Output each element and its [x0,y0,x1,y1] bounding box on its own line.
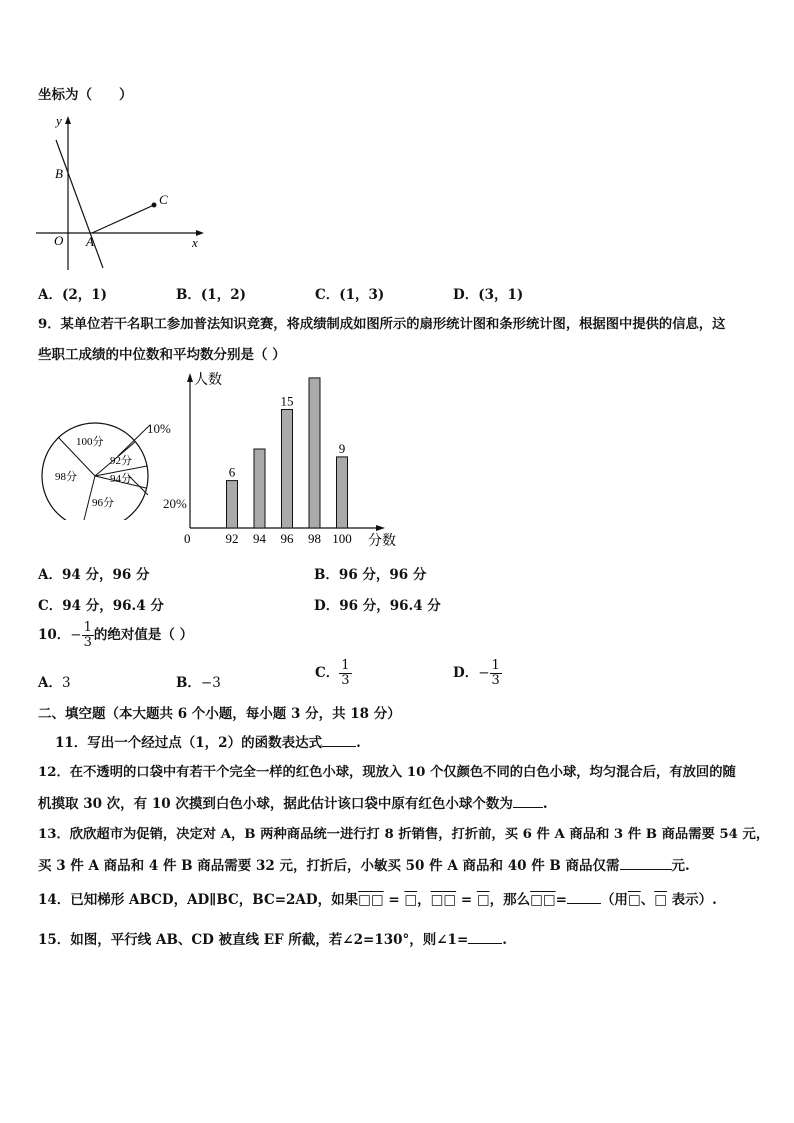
label-b: B [55,166,63,181]
pie-label-98: 98分 [55,471,77,483]
pie-label-94: 94分 [110,473,132,485]
q13-line2: 买 3 件 A 商品和 4 件 B 商品需要 32 元，打折后，小敏买 50 件 A 商品和 40 件 B 商品仅需 元. [38,858,690,874]
q10-stem: 10．− $\frac{1}{3}$ 的绝对值是（ ） [38,620,194,650]
tick-label-92: 92 [225,531,239,546]
label-o: O [54,233,64,248]
pie-label-100: 100分 [76,436,104,448]
point-c [152,203,157,208]
q8-option-d[interactable]: D．(3，1) [453,287,524,303]
q10-option-a[interactable]: A．3 [38,675,71,691]
bar-origin-label: 0 [184,531,191,546]
q10-option-b[interactable]: B．−3 [176,675,221,691]
q10-option-c[interactable]: C． $\frac{1}{3}$ [315,658,350,688]
y-axis-arrow [65,116,71,124]
q9-option-d[interactable]: D．96 分，96.4 分 [314,598,441,614]
q9-option-a[interactable]: A．94 分，96 分 [38,567,150,583]
q8-option-a[interactable]: A．(2，1) [38,287,108,303]
data-label-96: 15 [280,393,294,409]
label-a: A [86,234,94,249]
q9-option-c[interactable]: C．94 分，96.4 分 [38,598,164,614]
line-ab [56,140,103,268]
q12-line1: 12．在不透明的口袋中有若干个完全一样的红色小球，现放入 10 个仅颜色不同的白色小球，均匀混合后，有放回的随 [38,765,736,780]
q9-line2: 些职工成绩的中位数和平均数分别是（ ） [38,347,286,363]
q9-line1: 9．某单位若干名职工参加普法知识竞赛，将成绩制成如图所示的扇形统计图和条形统计图，根据图中提供的信息，这 [38,317,726,332]
q12-answer-blank[interactable] [513,795,543,808]
bar-94 [254,449,265,528]
tick-label-98: 98 [308,531,321,546]
bar-92 [227,481,238,528]
q10-fraction: $\frac{1}{3}$ [83,620,92,650]
q13-line1: 13．欣欣超市为促销，决定对 A，B 两种商品统一进行打 8 折销售，打折前，买 6 件 A 商品和 3 件 B 商品需要 54 元， [38,827,770,842]
q14: 14．已知梯形 ABCD，AD∥BC，BC=2AD，如果□□ = □，□□ = □，那么□□= （用□、□ 表示）. [38,892,717,908]
q9-option-b[interactable]: B．96 分，96 分 [314,567,427,583]
data-label-92: 6 [228,464,236,480]
q15-answer-blank[interactable] [468,931,502,944]
q11-answer-blank[interactable] [322,734,356,747]
bar-100 [337,457,348,528]
y-axis-label: y [56,113,62,128]
tick-label-100: 100 [332,531,352,546]
q11: 11．写出一个经过点（1，2）的函数表达式 . [55,735,361,751]
pointer-10 [118,425,150,456]
section-2-heading: 二、填空题（本大题共 6 个小题，每小题 3 分，共 18 分） [38,706,401,722]
tick-label-94: 94 [253,531,266,546]
segment-ac [92,205,154,233]
q8-option-c[interactable]: C．(1，3) [315,287,385,303]
q8-option-b[interactable]: B．(1，2) [176,287,246,303]
label-c: C [159,192,168,207]
q8-tail: 坐标为（ ） [38,87,133,103]
pie-pct-10: 10% [147,421,171,436]
bar-x-arrow [376,525,385,531]
q9-bar-chart [180,368,410,550]
pie-label-96: 96分 [92,497,114,509]
tick-label-96: 96 [280,531,294,546]
q8-coordinate-graph [36,110,211,270]
q13-answer-blank[interactable] [620,857,672,870]
bar-98 [309,378,320,528]
bar-x-label: 分数 [368,534,396,549]
pie-label-92: 92分 [110,455,132,467]
q10-option-d[interactable]: D．− $\frac{1}{3}$ [453,658,500,688]
bar-96 [282,410,293,529]
q12-line2: 机摸取 30 次，有 10 次摸到白色小球，据此估计该口袋中原有红色小球个数为 . [38,796,548,812]
q15: 15．如图，平行线 AB、CD 被直线 EF 所截，若∠2=130°，则∠1= . [38,932,507,948]
pie-pct-20: 20% [163,496,187,511]
q14-answer-blank[interactable] [567,891,601,904]
x-axis-label: x [192,235,198,250]
data-label-100: 9 [338,440,346,456]
bar-y-label: 人数 [194,373,222,388]
bar-y-arrow [187,373,193,382]
